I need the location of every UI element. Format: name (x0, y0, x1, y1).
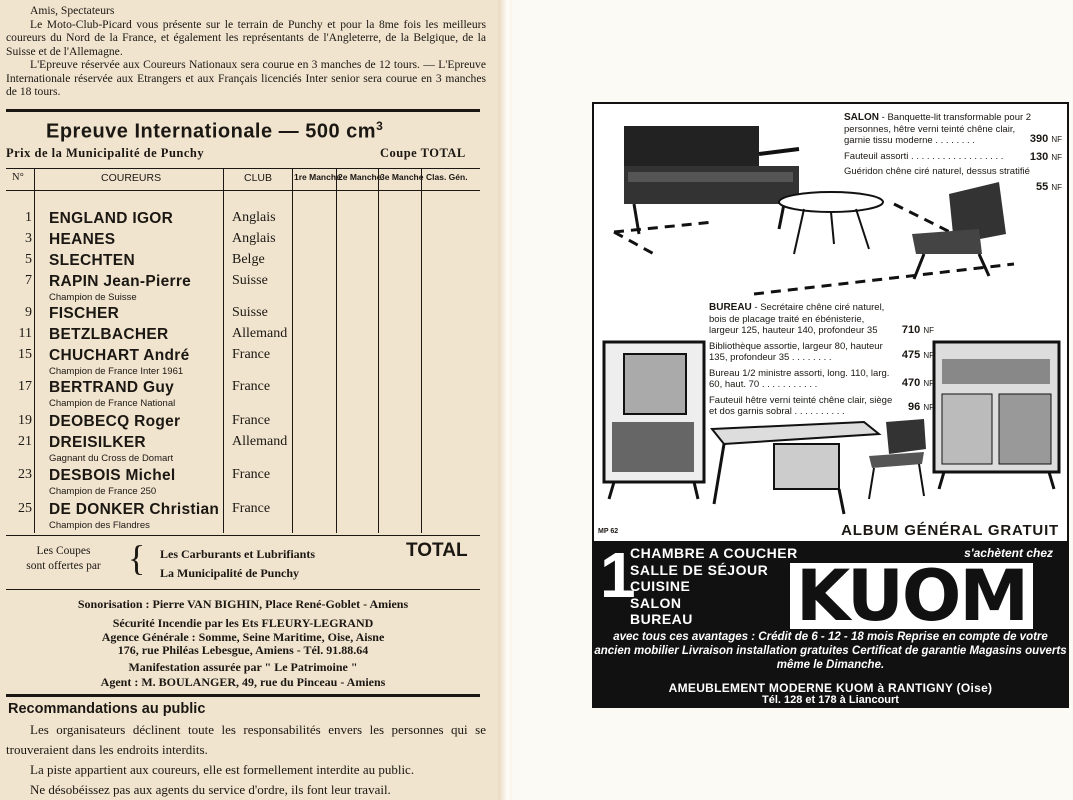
rider-name: DESBOIS Michel (49, 467, 176, 484)
divider (6, 589, 480, 590)
room-list: CHAMBRE A COUCHER SALLE DE SÉJOUR CUISINE SALON BUREAU (630, 545, 798, 627)
price-salon-gueridon: 55 NF (1036, 181, 1062, 193)
brace-glyph: { (128, 538, 146, 578)
col-header-riders: COUREURS (101, 172, 162, 184)
intro-paragraph-1: Le Moto-Club-Picard vous présente sur le terrain de Punchy et pour la 8me fois les meilleurs coureurs du Nord de la France, et également les représentants de l'Angleterre, de la Belgique, de la Suisse et de l'Allemagne. (6, 17, 486, 58)
rider-name: DE DONKER Christian (49, 501, 220, 518)
kuom-logo: KUOM (790, 563, 1033, 629)
kuom-advert (592, 102, 1069, 708)
album-gratuit: ALBUM GÉNÉRAL GRATUIT (841, 522, 1059, 539)
rider-name: BERTRAND Guy (49, 379, 175, 396)
price-bureau-bureau: 470 NF (901, 377, 934, 389)
credit-agence-2: 176, rue Philéas Lebesgue, Amiens - Tél. 91.88.64 (117, 643, 369, 657)
rider-club: Anglais (232, 231, 276, 246)
prize-line: Prix de la Municipalité de Punchy (6, 146, 205, 160)
rider-club: Suisse (232, 273, 268, 288)
table-header-rule (6, 190, 480, 191)
bookcase-icon (604, 342, 704, 499)
riders-table (6, 168, 480, 533)
table-col-divider (378, 168, 379, 533)
cups-offered-label: Les Coupes sont offertes par (26, 545, 101, 572)
table-col-divider (223, 168, 224, 533)
table-col-divider (292, 168, 293, 533)
rider-club: France (232, 413, 271, 428)
chair-icon (869, 419, 926, 499)
achetent-chez: s'achètent chez (964, 546, 1053, 560)
event-title: Epreuve Internationale — 500 $cm^3$ (46, 119, 384, 143)
recommendations-text: Les organisateurs déclinent toute les responsabilités envers les personnes qui se trouveraient dans les endroits interdits. La piste appartient aux coureurs, elle est formellement interdite au public. Ne désobéissez pas aux agents du service d'ordre, ils font leur travail. (6, 722, 486, 797)
table-col-divider (336, 168, 337, 533)
rider-name: SLECHTEN (49, 252, 135, 269)
rider-club: Allemand (232, 326, 288, 341)
table-top-rule (6, 168, 480, 169)
row-number: 15 (18, 347, 32, 362)
sponsor-2: La Municipalité de Punchy (160, 566, 300, 580)
left-page (0, 0, 500, 800)
armchair-icon (912, 182, 1006, 279)
intro-paragraph-2: L'Epreuve réservée aux Coureurs Nationaux sera courue en 3 manches de 12 tours. — L'Epreuve Internationale réservée aux Etrangers et aux Français licenciés Inter senior sera courue en 3 manches de 18 tours. (6, 58, 486, 98)
cup-line: Coupe TOTAL (380, 146, 466, 160)
col-header-num: N° (12, 172, 24, 183)
advantages-text: avec tous ces avantages : Crédit de 6 - 12 - 18 mois Reprise en compte de votre ancien mobilier Livraison installation gratuites Certificat de garantie Magasins ouverts même le Dimanche. (594, 631, 1067, 671)
rider-club: France (232, 347, 271, 362)
row-number: 19 (18, 413, 32, 428)
divider (6, 535, 480, 536)
rider-name: ENGLAND IGOR (49, 210, 174, 227)
recommendations-title: Recommandations au public (8, 701, 206, 717)
rider-club: Anglais (232, 210, 276, 225)
row-number: 11 (18, 326, 32, 341)
price-bureau-bibliotheque: 475 NF (901, 349, 934, 361)
salon-spec: SALON - Banquette-lit transformable pour 2 personnes, hêtre verni teinté chêne clair, garnie tissu moderne . . . . . . . . 390 NF Fauteuil assorti . . . . . . . . . . . . . . . . . . 130 NF Guéridon chêne ciré naturel, dessus stratifié 55 NF (844, 112, 1062, 193)
big-number: 1 (600, 539, 636, 611)
price-salon-banquette: 390 NF (1029, 133, 1062, 145)
greeting: Amis, Spectateurs (30, 4, 115, 17)
row-number: 9 (25, 305, 32, 320)
col-header-manche-3: 3e Manche (380, 172, 424, 182)
rider-club: France (232, 501, 271, 516)
divider (6, 694, 480, 697)
price-bureau-secretaire: 710 NF (901, 324, 934, 336)
advert-banner (594, 541, 1067, 706)
rider-name: CHUCHART André (49, 347, 190, 364)
table-icon (779, 192, 883, 254)
row-number: 23 (18, 467, 32, 482)
cups-sponsors (160, 545, 315, 583)
credit-agent: Agent : M. BOULANGER, 49, rue du Pinceau - Amiens (100, 675, 386, 689)
sofa-icon (624, 126, 799, 234)
sponsor-1: Les Carburants et Lubrifiants (160, 547, 316, 561)
rider-club: Belge (232, 252, 265, 267)
right-page (512, 0, 1073, 800)
col-header-club: CLUB (244, 172, 273, 184)
rider-name: FISCHER (49, 305, 120, 322)
rider-club: France (232, 467, 271, 482)
rider-club: Suisse (232, 305, 268, 320)
rider-name: BETZLBACHER (49, 326, 169, 343)
row-number: 17 (18, 379, 32, 394)
rider-title: Champion de Suisse (49, 292, 137, 303)
rider-title: Champion de France National (49, 398, 176, 409)
col-header-classement: Clas. Gén. (426, 172, 468, 182)
company-line: AMEUBLEMENT MODERNE KUOM à RANTIGNY (Oise) (668, 681, 993, 695)
rider-name: DREISILKER (49, 434, 146, 451)
rider-name: HEANES (49, 231, 116, 248)
price-bureau-fauteuil: 96 NF (908, 401, 934, 413)
row-number: 1 (25, 210, 32, 225)
credit-sono: Sonorisation : Pierre VAN BIGHIN, Place René-Goblet - Amiens (77, 597, 409, 611)
price-salon-fauteuil: 130 NF (1029, 151, 1062, 163)
total-logo-text: TOTAL (406, 540, 468, 561)
col-header-manche-2: 2e Manche (338, 172, 382, 182)
credit-agence-1: Agence Générale : Somme, Seine Maritime, Oise, Aisne (101, 630, 385, 644)
rider-title: Gagnant du Cross de Domart (49, 453, 174, 464)
intro-text (6, 4, 486, 99)
row-number: 21 (18, 434, 32, 449)
table-col-divider (421, 168, 422, 533)
row-number: 25 (18, 501, 32, 516)
rider-title: Champion des Flandres (49, 520, 150, 531)
credit-manif: Manifestation assurée par " Le Patrimoine " (128, 660, 358, 674)
bureau-spec: BUREAU - Secrétaire chêne ciré naturel, bois de placage traité en ébénisterie, largeur 125, hauteur 140, profondeur 35 710 NF Bibliothèque assortie, largeur 80, hauteur 135, profondeur 35 . . . . . . . . 475 NF Bureau 1/2 ministre assorti, long. 110, larg. 60, haut. 70 . . . . . . . . . . . 470 NF Fauteuil hêtre verni teinté chêne clair, siège et dos garnis sobral . . . . . . . . . . 96 NF (709, 302, 934, 417)
row-number: 3 (25, 231, 32, 246)
telephone-line: Tél. 128 et 178 à Liancourt (762, 694, 899, 706)
rider-title: Champion de France 250 (49, 486, 157, 497)
row-number: 7 (25, 273, 32, 288)
secretary-cabinet-icon (934, 342, 1059, 489)
rider-club: France (232, 379, 271, 394)
desk-icon (712, 422, 879, 514)
rider-title: Champion de France Inter 1961 (49, 366, 184, 377)
col-header-manche-1: 1re Manche (294, 172, 341, 182)
rider-club: Allemand (232, 434, 288, 449)
printer-mark: MP 62 (598, 528, 619, 535)
divider (6, 109, 480, 112)
credit-security: Sécurité Incendie par les Ets FLEURY-LEGRAND (112, 616, 374, 630)
advert-illustration-area (594, 104, 1067, 540)
rider-name: RAPIN Jean-Pierre (49, 273, 192, 290)
table-col-divider (34, 168, 35, 533)
rider-name: DEOBECQ Roger (49, 413, 181, 430)
row-number: 5 (25, 252, 32, 267)
